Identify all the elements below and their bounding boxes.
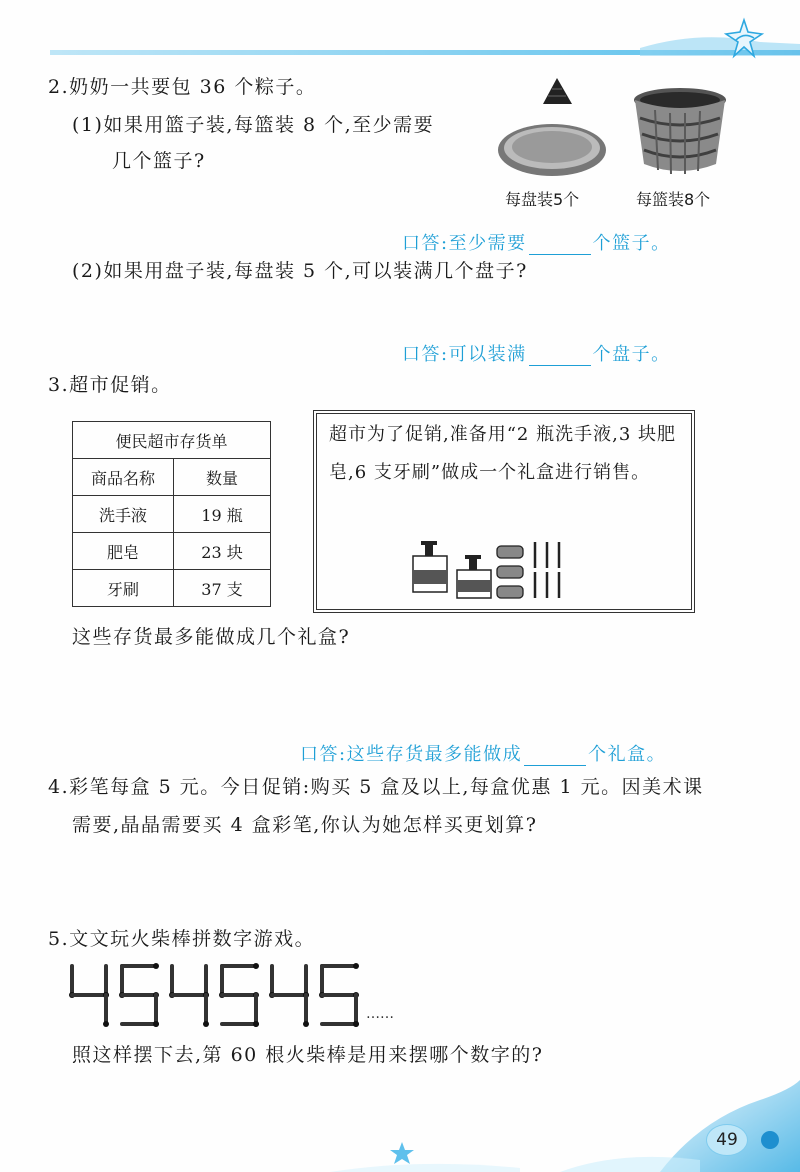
matchstick-head xyxy=(353,1021,359,1027)
table-cell: 19 瓶 xyxy=(174,496,271,533)
table-cell: 洗手液 xyxy=(73,496,174,533)
gift-set-illustration xyxy=(409,536,589,602)
matchstick-digit-4 xyxy=(169,966,209,1027)
q2-title: 2.奶奶一共要包 36 个粽子。 xyxy=(48,76,317,98)
ellipsis: …… xyxy=(366,1006,394,1022)
q3-question: 这些存货最多能做成几个礼盒? xyxy=(72,626,351,648)
plate-icon xyxy=(496,120,608,178)
basket-icon xyxy=(630,82,730,178)
q3-title: 3.超市促销。 xyxy=(48,374,172,396)
footer-decoration xyxy=(0,1080,800,1172)
table-title: 便民超市存货单 xyxy=(73,422,271,459)
soap-icon xyxy=(497,546,523,598)
table-title-row xyxy=(73,422,271,459)
q2-answer2 xyxy=(402,340,671,366)
promo-text: 超市为了促销,准备用“2 瓶洗手液,3 块肥皂,6 支牙刷”做成一个礼盒进行销售。 xyxy=(329,424,676,483)
q4-line1: 4.彩笔每盒 5 元。今日促销:购买 5 盒及以上,每盒优惠 1 元。因美术课 xyxy=(48,776,704,798)
matchstick-head xyxy=(253,963,259,969)
toothbrush-icon xyxy=(535,542,559,598)
q2-answer1 xyxy=(402,229,671,255)
hand-soap-bottle-icon xyxy=(413,541,447,592)
matchstick-head xyxy=(303,1021,309,1027)
hand-soap-bottle-icon xyxy=(457,555,491,598)
answer-prefix: 口答:可以装满 xyxy=(402,344,527,365)
answer-prefix: 口答:至少需要 xyxy=(402,233,527,254)
table-cell: 肥皂 xyxy=(73,533,174,570)
answer-suffix: 个盘子。 xyxy=(592,344,671,365)
matchstick-head xyxy=(103,1021,109,1027)
matchstick-head xyxy=(153,963,159,969)
page-number: 49 xyxy=(716,1130,738,1150)
q5-question: 照这样摆下去,第 60 根火柴棒是用来摆哪个数字的? xyxy=(72,1044,544,1066)
table-row xyxy=(73,496,271,533)
table-row xyxy=(73,533,271,570)
table-header: 商品名称 xyxy=(73,459,174,496)
matchstick-digit-5 xyxy=(119,963,159,1027)
table-cell: 23 块 xyxy=(174,533,271,570)
table-header-row xyxy=(73,459,271,496)
matchstick-digit-4 xyxy=(269,966,309,1027)
q4-line2: 需要,晶晶需要买 4 盒彩笔,你认为她怎样买更划算? xyxy=(72,814,538,836)
matchstick-head xyxy=(203,1021,209,1027)
q2-part1-line2: 几个篮子? xyxy=(112,150,206,172)
plate-caption: 每盘装5个 xyxy=(505,190,580,209)
matchstick-digit-4 xyxy=(69,966,109,1027)
matchstick-head xyxy=(253,1021,259,1027)
promo-box xyxy=(316,413,692,610)
answer-suffix: 个篮子。 xyxy=(592,233,671,254)
matchstick-digit-5 xyxy=(219,963,259,1027)
matchstick-head xyxy=(353,963,359,969)
star-icon xyxy=(390,1142,414,1164)
table-row xyxy=(73,570,271,607)
q5-title: 5.文文玩火柴棒拼数字游戏。 xyxy=(48,928,316,950)
table-cell: 37 支 xyxy=(174,570,271,607)
table-header: 数量 xyxy=(174,459,271,496)
answer-blank[interactable] xyxy=(524,745,586,766)
answer-blank[interactable] xyxy=(529,234,591,255)
matchstick-digit-5 xyxy=(319,963,359,1027)
matchstick-digits xyxy=(66,962,394,1032)
matchstick-head xyxy=(153,1021,159,1027)
answer-blank[interactable] xyxy=(529,345,591,366)
inventory-table xyxy=(72,421,271,607)
sparkle-icon xyxy=(722,18,766,58)
answer-suffix: 个礼盒。 xyxy=(588,744,667,765)
q3-answer xyxy=(300,740,666,766)
q2-part2: (2)如果用盘子装,每盘装 5 个,可以装满几个盘子? xyxy=(72,260,528,282)
header-decoration xyxy=(0,0,800,70)
q2-part1-line1: (1)如果用篮子装,每篮装 8 个,至少需要 xyxy=(72,114,435,136)
answer-prefix: 口答:这些存货最多能做成 xyxy=(300,744,523,765)
table-cell: 牙刷 xyxy=(73,570,174,607)
basket-caption: 每篮装8个 xyxy=(636,190,711,209)
zongzi-icon xyxy=(540,76,574,108)
page-number-badge xyxy=(706,1124,748,1156)
